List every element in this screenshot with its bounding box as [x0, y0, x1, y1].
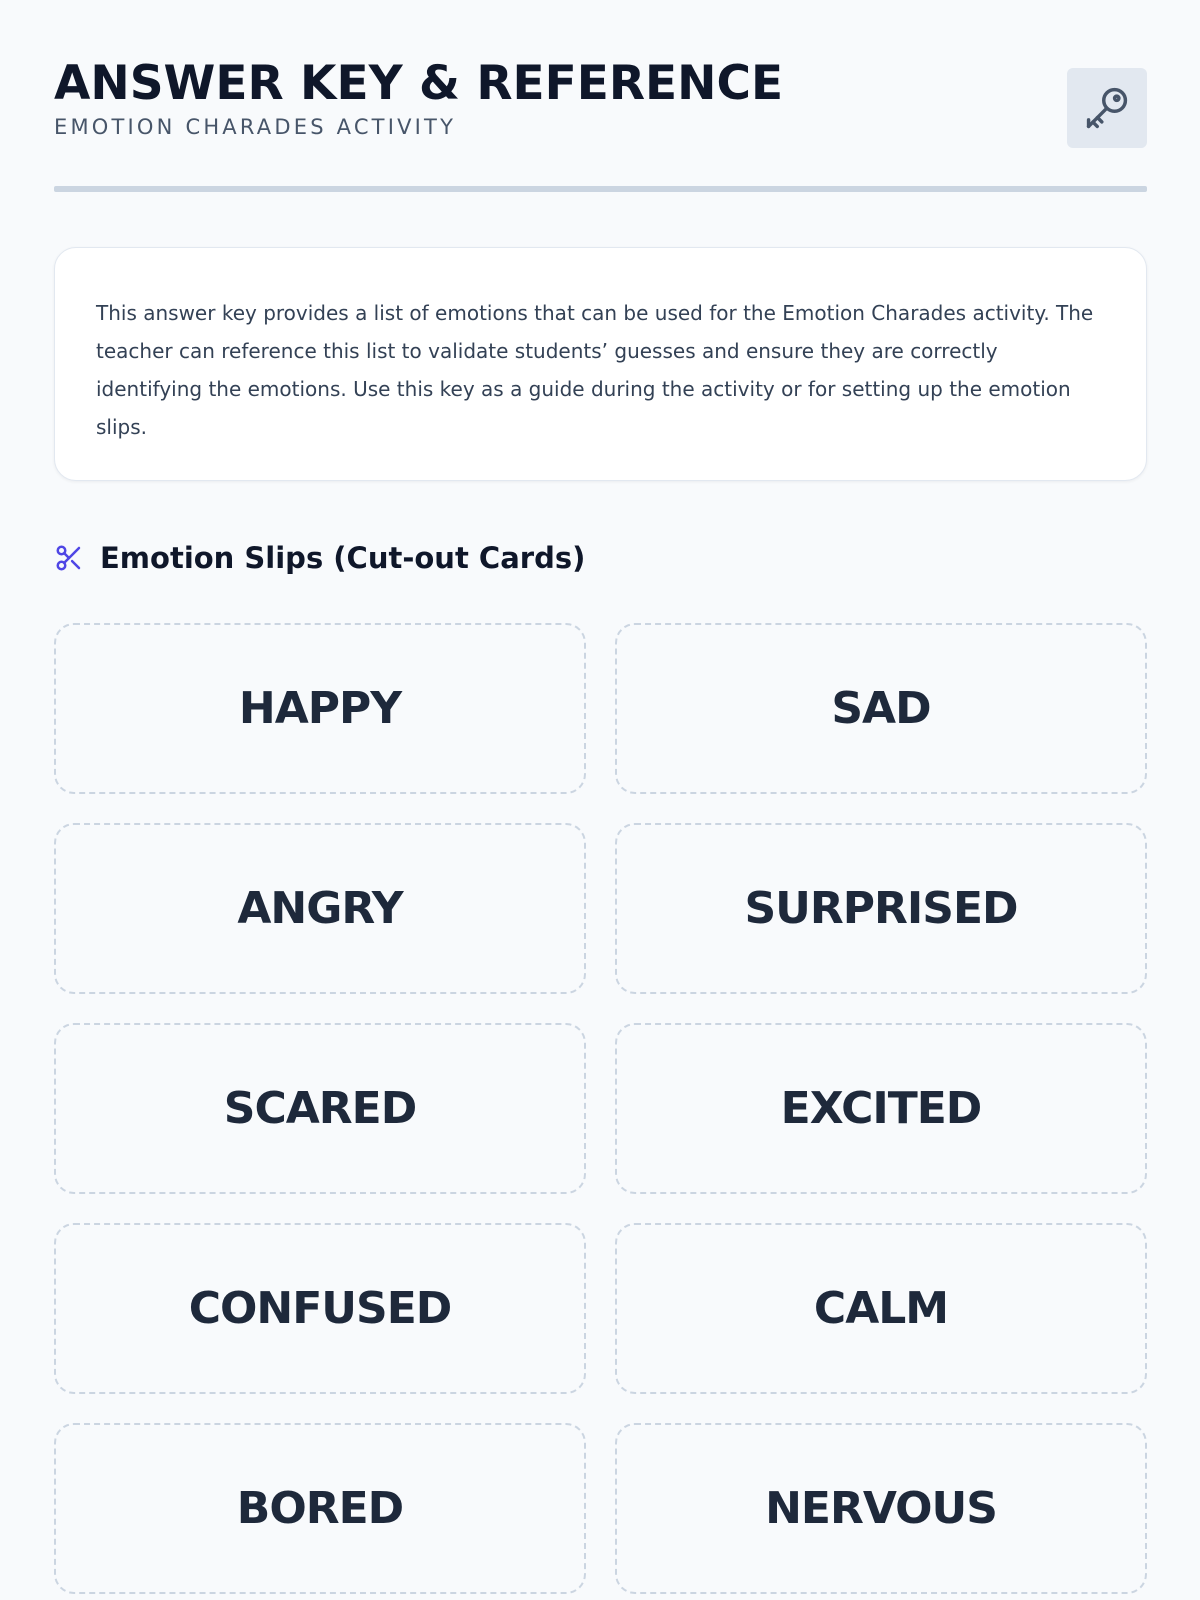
emotion-slip — [615, 823, 1147, 994]
emotion-slip — [54, 823, 586, 994]
page-header — [54, 56, 1147, 156]
slip-label: SCARED — [223, 1083, 417, 1134]
slip-label: SURPRISED — [744, 883, 1018, 934]
intro-card — [54, 247, 1147, 481]
emotion-slips-grid — [54, 623, 1147, 1594]
key-badge — [1067, 68, 1147, 148]
section-title: Emotion Slips (Cut-out Cards) — [100, 541, 586, 575]
emotion-slip — [54, 1023, 586, 1194]
slip-label: NERVOUS — [765, 1483, 997, 1534]
emotion-slip — [615, 1223, 1147, 1394]
intro-text: This answer key provides a list of emotions that can be used for the Emotion Charades activity. The teacher can reference this list to validate students’ guesses and ensure they are correctly identifying the emotions. Use this key as a guide during the activity or for setting up the emotion slips. — [96, 301, 1094, 439]
emotion-slip — [615, 1023, 1147, 1194]
answer-key-page — [54, 0, 1147, 1600]
slip-label: HAPPY — [238, 683, 402, 734]
emotion-slip — [615, 623, 1147, 794]
page-title: ANSWER KEY & REFERENCE — [54, 56, 784, 111]
slip-label: SAD — [831, 683, 931, 734]
slip-label: EXCITED — [780, 1083, 982, 1134]
slip-label: CONFUSED — [188, 1283, 452, 1334]
key-icon — [1081, 82, 1133, 134]
slip-label: BORED — [236, 1483, 404, 1534]
emotion-slip — [54, 1223, 586, 1394]
slip-label: CALM — [813, 1283, 949, 1334]
slip-label: ANGRY — [237, 883, 403, 934]
section-heading — [54, 538, 585, 578]
emotion-slip — [615, 1423, 1147, 1594]
scissors-icon — [54, 543, 84, 573]
emotion-slip — [54, 623, 586, 794]
header-divider — [54, 186, 1147, 192]
page-subtitle: EMOTION CHARADES ACTIVITY — [54, 115, 457, 139]
emotion-slip — [54, 1423, 586, 1594]
